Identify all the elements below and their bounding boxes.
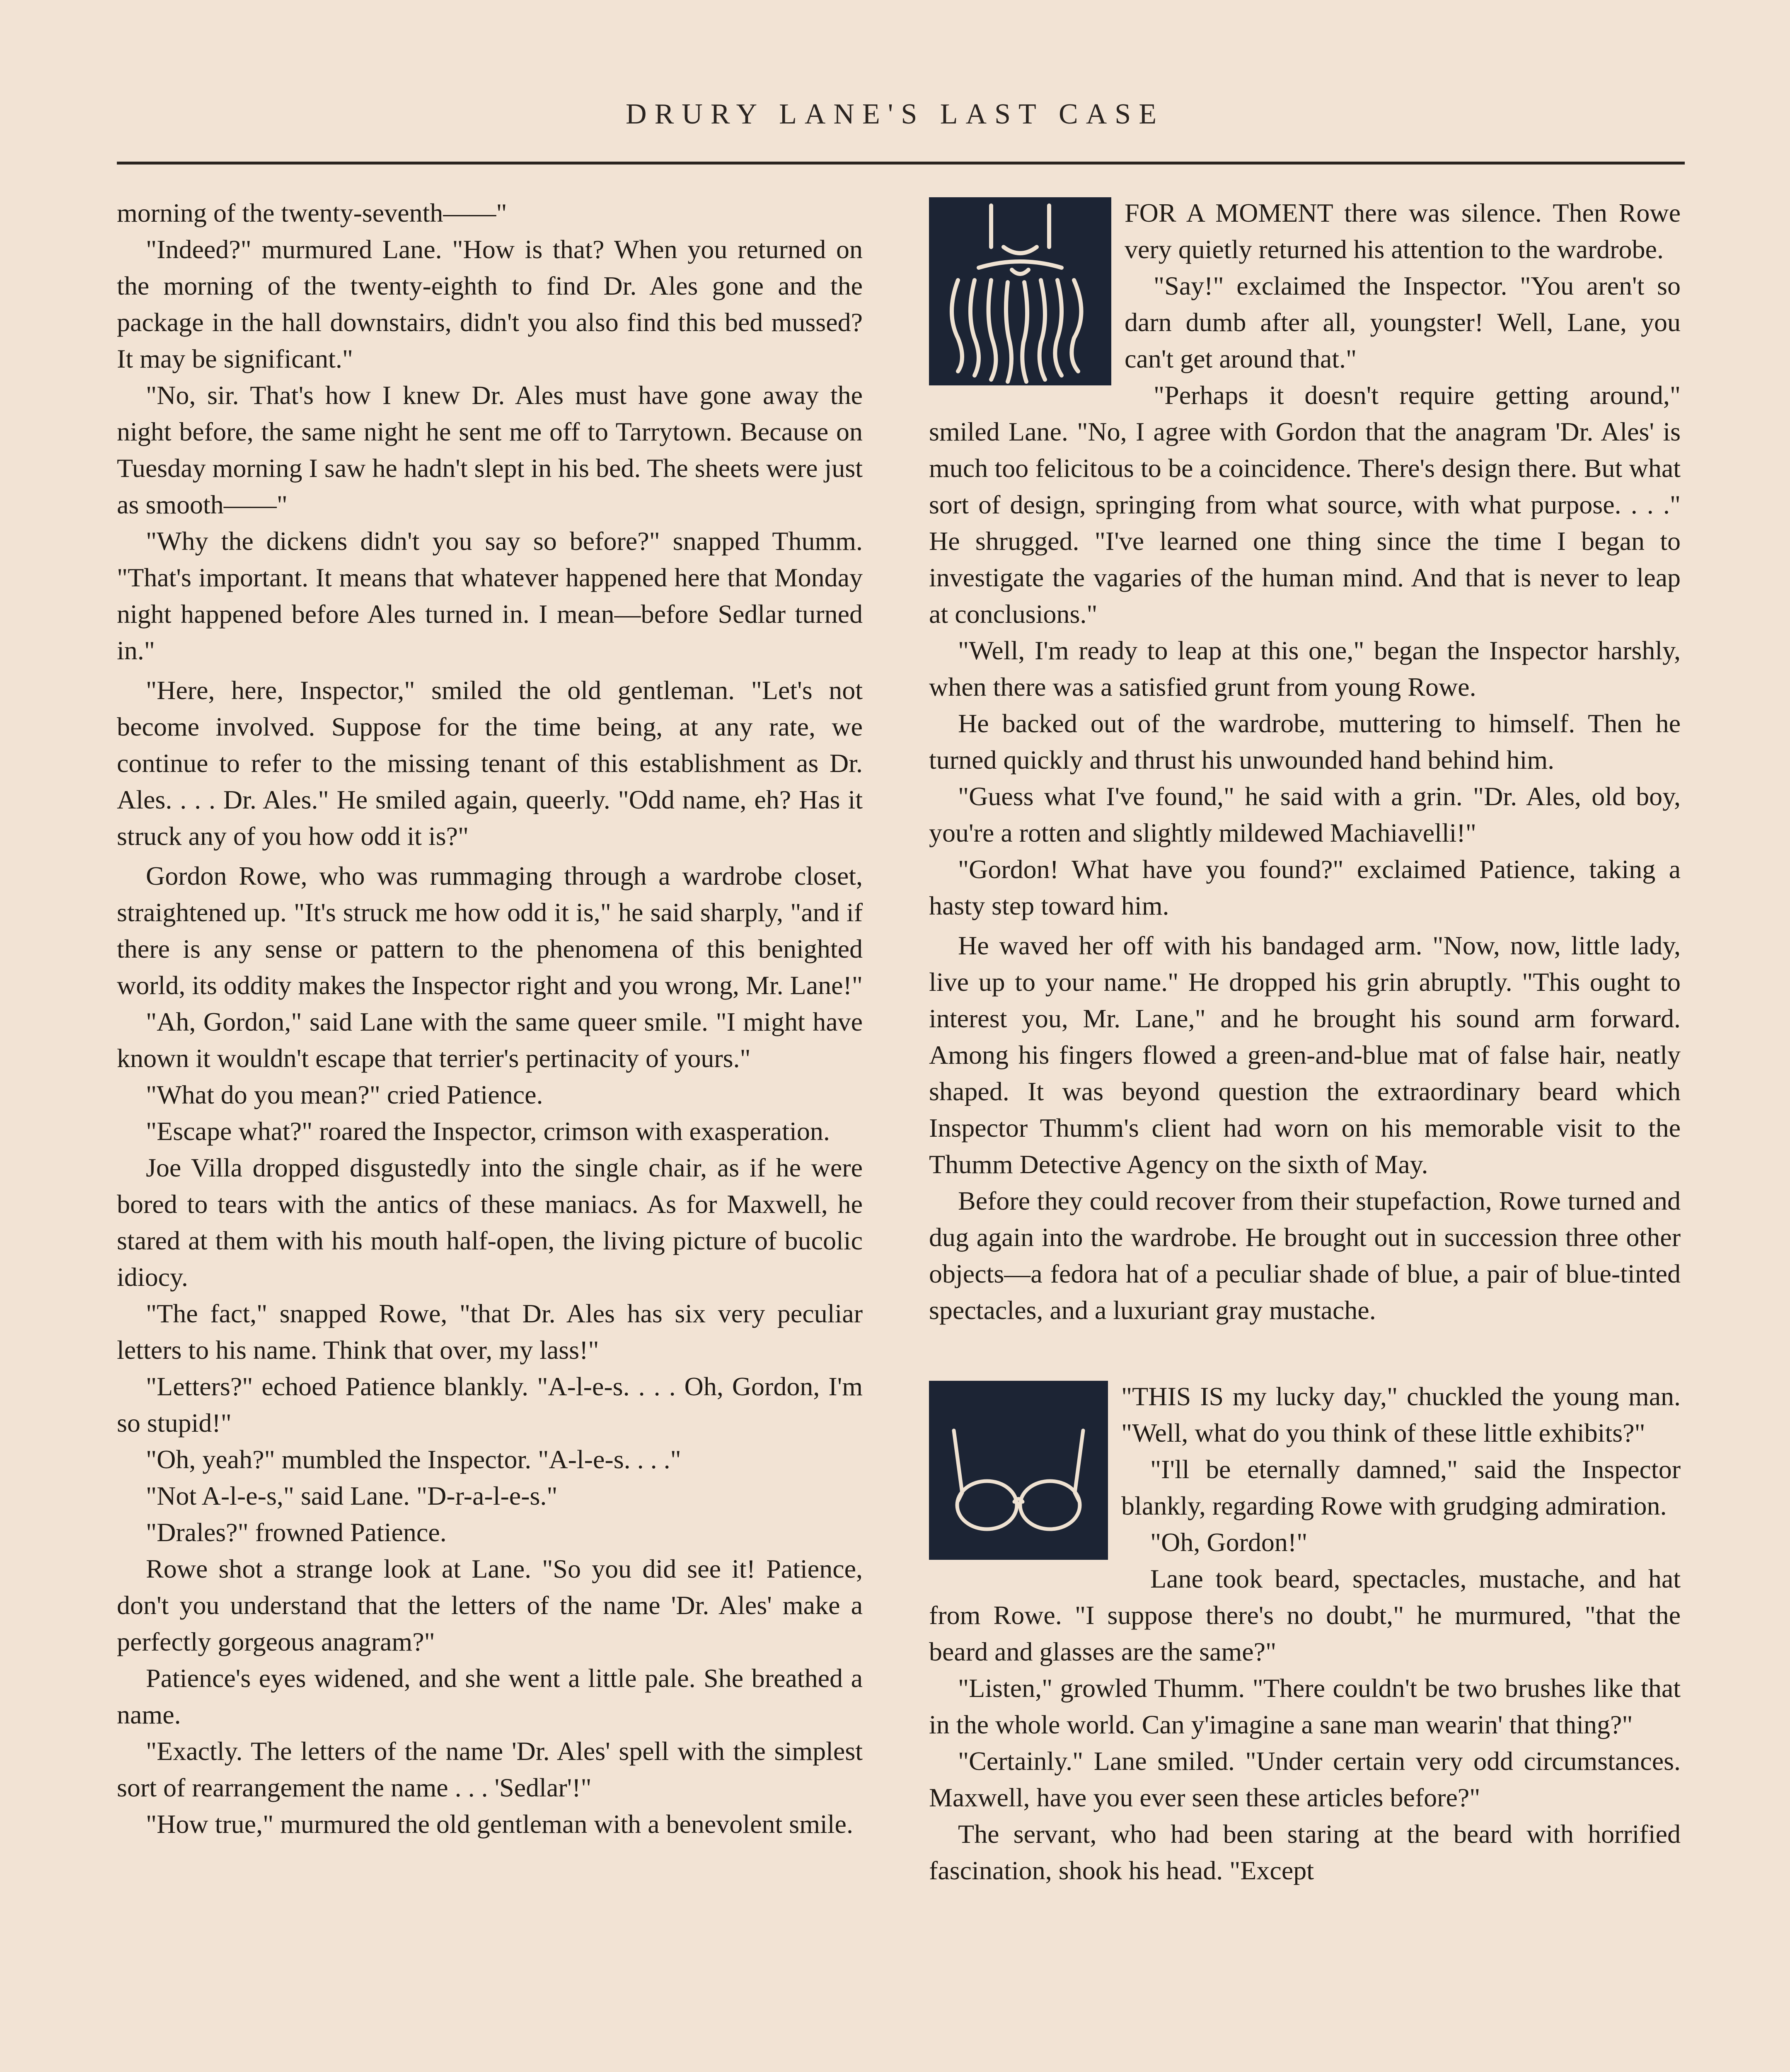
paragraph: morning of the twenty-seventh——" <box>117 198 507 228</box>
paragraph: "Well, I'm ready to leap at this one," began the Inspector harshly, when there was a satisfied grunt from young Rowe. <box>929 636 1681 702</box>
paragraph: "Not A-l-e-s," said Lane. "D-r-a-l-e-s." <box>146 1481 558 1510</box>
paragraph: "Letters?" echoed Patience blankly. "A-l-e-s. . . . Oh, Gordon, I'm so stupid!" <box>117 1372 863 1438</box>
paragraph: "Guess what I've found," he said with a grin. "Dr. Ales, old boy, you're a rotten and slightly mildewed Machiavelli!" <box>929 782 1681 847</box>
paragraph: "How true," murmured the old gentleman with a benevolent smile. <box>146 1809 853 1839</box>
paragraph: "Here, here, Inspector," smiled the old gentleman. "Let's not become involved. Suppose for the time being, at any rate, we continue to refer to the missing tenant of this establishment as Dr. Ales. . . . Dr. Ales." He smiled again, queerly. "Odd name, eh? Has it struck any of you how odd it is?" <box>117 675 863 851</box>
paragraph: "Exactly. The letters of the name 'Dr. Ales' spell with the simplest sort of rearrangement the name . . . 'Sedlar'!" <box>117 1736 863 1802</box>
beard-icon <box>929 197 1111 385</box>
paragraph: The servant, who had been staring at the beard with horrified fascination, shook his head. "Except <box>929 1819 1681 1885</box>
paragraph: "I'll be eternally damned," said the Inspector blankly, regarding Rowe with grudging admiration. <box>1121 1455 1681 1520</box>
paragraph: "Listen," growled Thumm. "There couldn't be two brushes like that in the whole world. Can y'imagine a sane man wearin' that thing?" <box>929 1673 1681 1739</box>
paragraph: Before they could recover from their stupefaction, Rowe turned and dug again into the wardrobe. He brought out in succession three other objects—a fedora hat of a peculiar shade of blue, a pair of blue-tinted spectacles, and a luxuriant gray mustache. <box>929 1186 1681 1325</box>
running-title: DRURY LANE'S LAST CASE <box>626 98 1164 130</box>
paragraph: Joe Villa dropped disgustedly into the single chair, as if he were bored to tears with the antics of these maniacs. As for Maxwell, he stared at them with his mouth half-open, the living picture of bucolic idiocy. <box>117 1153 863 1292</box>
spectacles-icon <box>929 1381 1108 1560</box>
paragraph: "What do you mean?" cried Patience. <box>146 1080 543 1109</box>
paragraph: Rowe shot a strange look at Lane. "So you did see it! Patience, don't you understand that the letters of the name 'Dr. Ales' make a perfectly gorgeous anagram?" <box>117 1554 863 1656</box>
paragraph: "Escape what?" roared the Inspector, crimson with exasperation. <box>146 1116 830 1146</box>
paragraph: He backed out of the wardrobe, muttering to himself. Then he turned quickly and thrust his unwounded hand behind him. <box>929 709 1681 775</box>
beard-illustration <box>929 197 1111 385</box>
paragraph: "Gordon! What have you found?" exclaimed Patience, taking a hasty step toward him. <box>929 854 1681 920</box>
section-break <box>929 1329 1681 1378</box>
spectacles-illustration <box>929 1381 1108 1560</box>
paragraph: "No, sir. That's how I knew Dr. Ales must have gone away the night before, the same night he sent me off to Tarrytown. Because on Tuesday morning I saw he hadn't slept in his bed. The sheets were just as smooth——" <box>117 380 863 519</box>
paragraph: Patience's eyes widened, and she went a little pale. She breathed a name. <box>117 1663 863 1729</box>
paragraph: FOR A MOMENT there was silence. Then Rowe very quietly returned his attention to the wardrobe. <box>1125 198 1681 264</box>
paragraph: "Perhaps it doesn't require getting around," smiled Lane. "No, I agree with Gordon that the anagram 'Dr. Ales' is much too felicitous to be a coincidence. There's design there. But what sort of design, springing from what source, with what purpose. . . ." He shrugged. "I've learned one thing since the time I began to investigate the vagaries of the human mind. And that is never to leap at conclusions." <box>929 380 1681 629</box>
paragraph: "Drales?" frowned Patience. <box>146 1518 447 1547</box>
left-column <box>117 195 863 1842</box>
paragraph: "Oh, yeah?" mumbled the Inspector. "A-l-e-s. . . ." <box>146 1445 681 1474</box>
paragraph: "Indeed?" murmured Lane. "How is that? When you returned on the morning of the twenty-eighth to find Dr. Ales gone and the package in the hall downstairs, didn't you also find this bed mussed? It may be significant." <box>117 235 863 373</box>
paragraph: "Say!" exclaimed the Inspector. "You aren't so darn dumb after all, youngster! Well, Lane, you can't get around that." <box>1125 271 1681 373</box>
paragraph: Lane took beard, spectacles, mustache, and hat from Rowe. "I suppose there's no doubt," he murmured, "that the beard and glasses are the same?" <box>929 1564 1681 1666</box>
paragraph: "The fact," snapped Rowe, "that Dr. Ales has six very peculiar letters to his name. Think that over, my lass!" <box>117 1299 863 1365</box>
paragraph: "Why the dickens didn't you say so before?" snapped Thumm. "That's important. It means that whatever happened here that Monday night happened before Ales turned in. I mean—before Sedlar turned in." <box>117 526 863 665</box>
paragraph: "Oh, Gordon!" <box>1150 1527 1308 1557</box>
paragraph: "Ah, Gordon," said Lane with the same queer smile. "I might have known it wouldn't escape that terrier's pertinacity of yours." <box>117 1007 863 1073</box>
header-rule <box>117 162 1685 165</box>
paragraph: "Certainly." Lane smiled. "Under certain very odd circumstances. Maxwell, have you ever seen these articles before?" <box>929 1746 1681 1812</box>
paragraph: Gordon Rowe, who was rummaging through a wardrobe closet, straightened up. "It's struck me how odd it is," he said sharply, "and if there is any sense or pattern to the phenomena of this benighted world, its oddity makes the Inspector right and you wrong, Mr. Lane!" <box>117 861 863 1000</box>
right-column <box>929 195 1681 1889</box>
paragraph: "THIS IS my lucky day," chuckled the young man. "Well, what do you think of these little exhibits?" <box>1121 1382 1681 1447</box>
paragraph: He waved her off with his bandaged arm. "Now, now, little lady, live up to your name." He dropped his grin abruptly. "This ought to interest you, Mr. Lane," and he brought his sound arm forward. Among his fingers flowed a green-and-blue mat of false hair, neatly shaped. It was beyond question the extraordinary beard which Inspector Thumm's client had worn on his memorable visit to the Thumm Detective Agency on the sixth of May. <box>929 931 1681 1179</box>
